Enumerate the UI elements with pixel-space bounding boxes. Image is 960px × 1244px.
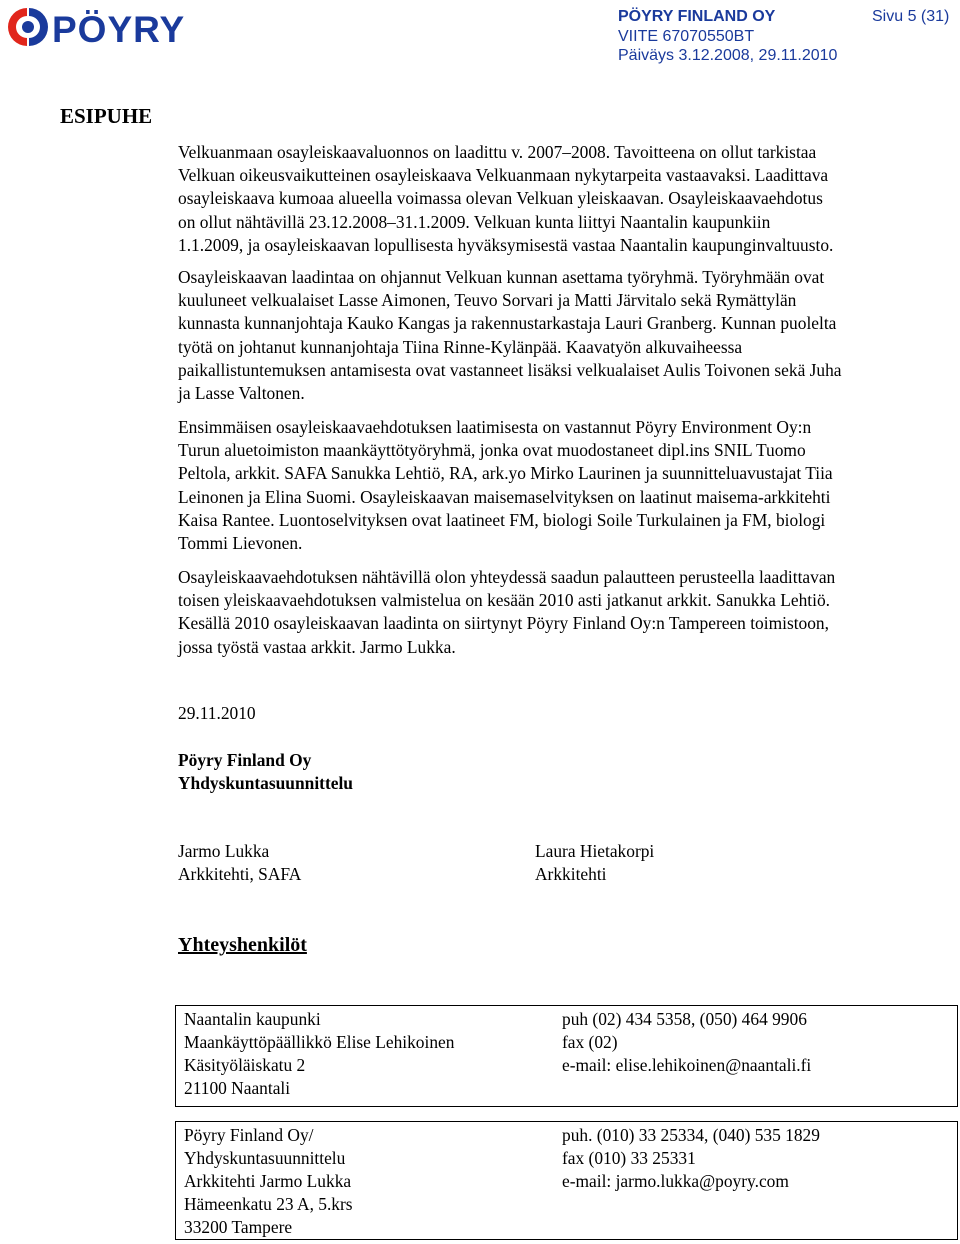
contact-email: e-mail: jarmo.lukka@poyry.com	[562, 1171, 789, 1191]
contact-box-1	[175, 1005, 958, 1107]
contact-line: Pöyry Finland Oy/	[184, 1125, 314, 1145]
header-document-id: VIITE 67070550BT	[618, 28, 755, 45]
contact-line: Arkkitehti Jarmo Lukka	[184, 1171, 352, 1191]
text-line: Osayleiskaavaehdotuksen nähtävillä olon yhteydessä saadun palautteen perusteella laadittavan	[178, 567, 836, 587]
contact-phone: puh (02) 434 5358, (050) 464 9906	[562, 1009, 807, 1029]
text-line: Kesällä 2010 osayleiskaavan laadinta on siirtynyt Pöyry Finland Oy:n Tampereen toimistoon,	[178, 613, 829, 634]
contacts-heading: Yhteyshenkilöt	[178, 934, 307, 956]
text-line: Ensimmäisen osayleiskaavaehdotuksen laatimisesta on vastannut Pöyry Environment Oy:n	[178, 417, 812, 437]
signature-title: Arkkitehti, SAFA	[178, 864, 302, 885]
text-line: osayleiskaava kumoaa alueella voimassa olevan Velkuan yleiskaavan. Osayleiskaavaehdotus	[178, 188, 823, 209]
text-line: Tommi Lievonen.	[178, 533, 303, 554]
paragraph-3	[178, 416, 950, 555]
contact-address	[184, 1008, 454, 1100]
contact-line: 21100 Naantali	[184, 1078, 291, 1098]
paragraph-2	[178, 266, 950, 405]
organization-name: Pöyry Finland Oy	[178, 750, 312, 770]
contact-phone: puh. (010) 33 25334, (040) 535 1829	[562, 1125, 820, 1145]
signature-title: Arkkitehti	[535, 864, 607, 885]
text-line: paikallistuntemuksen antamisesta ovat vastanneet lisäksi velkualaiset Aulis Toivonen sekä Juha	[178, 359, 842, 380]
contact-box-2	[175, 1121, 958, 1240]
contact-email: e-mail: elise.lehikoinen@naantali.fi	[562, 1055, 812, 1075]
organization-block	[178, 749, 353, 795]
text-line: kuuluneet velkualaiset Lasse Aimonen, Teuvo Sorvari ja Matti Järvitalo sekä Rymättylän	[178, 290, 797, 311]
organization-unit: Yhdyskuntasuunnittelu	[178, 773, 353, 794]
contact-line: Hämeenkatu 23 A, 5.krs	[184, 1194, 353, 1214]
signature-name: Jarmo Lukka	[178, 841, 270, 861]
text-line: toisen yleiskaavaehdotuksen valmistelua on kesään 2010 asti jatkanut arkkit. Sanukka Lehtiö.	[178, 590, 830, 611]
signature-2	[535, 840, 654, 886]
text-line: Velkuan oikeusvaikutteinen osayleiskaava Velkuanmaan nykytarpeita vastaavaksi. Laadittava	[178, 165, 829, 186]
paragraph-4	[178, 566, 950, 659]
text-line: Leinonen ja Elina Suomi. Osayleiskaavan maisemaselvityksen on laatinut maisema-arkkitehti	[178, 486, 831, 507]
header-page-number: Sivu 5 (31)	[872, 8, 950, 25]
contact-fax: fax (02)	[562, 1032, 618, 1052]
logo-text: PÖYRY	[52, 9, 186, 50]
signature-1	[178, 840, 301, 886]
poyry-logo	[4, 4, 244, 50]
text-line: 1.1.2009, ja osayleiskaavan lopullisesta hyväksymisestä vastaa Naantalin kaupunginvaltuusto.	[178, 234, 834, 255]
page-heading: ESIPUHE	[60, 104, 153, 128]
text-line: Velkuanmaan osayleiskaavaluonnos on laadittu v. 2007–2008. Tavoitteena on ollut tarkistaa	[178, 142, 817, 162]
contact-line: Maankäyttöpäällikkö Elise Lehikoinen	[184, 1032, 455, 1052]
logo-mark	[8, 8, 48, 46]
text-line: Kaisa Rantee. Luontoselvityksen ovat laatineet FM, biologi Soile Turkulainen ja FM, biologi	[178, 509, 826, 530]
contact-fax: fax (010) 33 25331	[562, 1148, 696, 1168]
text-line: Peltola, arkkit. SAFA Sanukka Lehtiö, RA, ark.yo Mirko Laurinen ja suunnitteluavustajat Tiia	[178, 463, 833, 484]
text-line: kunnasta kunnanjohtaja Kauko Kangas ja rakennustarkastaja Lauri Granberg. Kunnan puolelta	[178, 313, 837, 334]
contact-line: 33200 Tampere	[184, 1217, 293, 1237]
text-line: Osayleiskaavan laadintaa on ohjannut Velkuan kunnan asettama työryhmä. Työryhmään ovat	[178, 267, 825, 287]
text-line: työtä on johtanut kunnanjohtaja Tiina Rinne-Kylänpää. Kaavatyön alkuvaiheessa	[178, 336, 743, 357]
contact-line: Käsityöläiskatu 2	[184, 1055, 306, 1075]
signature-name: Laura Hietakorpi	[535, 841, 655, 861]
text-line: on ollut nähtävillä 23.12.2008–31.1.2009. Velkuan kunta liittyi Naantalin kaupunkiin	[178, 211, 771, 232]
contact-details	[562, 1124, 820, 1193]
document-date: 29.11.2010	[178, 703, 256, 723]
header-company: PÖYRY FINLAND OY	[618, 8, 776, 25]
contact-details	[562, 1008, 811, 1077]
paragraph-1	[178, 141, 950, 257]
header-date: Päiväys 3.12.2008, 29.11.2010	[618, 47, 838, 64]
contact-line: Yhdyskuntasuunnittelu	[184, 1148, 346, 1168]
text-line: ja Lasse Valtonen.	[178, 383, 305, 404]
text-line: Turun aluetoimiston maankäyttötyöryhmä, jonka ovat muodostaneet dipl.ins SNIL Tuomo	[178, 440, 806, 461]
contact-address	[184, 1124, 353, 1239]
contact-line: Naantalin kaupunki	[184, 1009, 321, 1029]
text-line: jossa työstä vastaa arkkit. Jarmo Lukka.	[178, 636, 456, 657]
